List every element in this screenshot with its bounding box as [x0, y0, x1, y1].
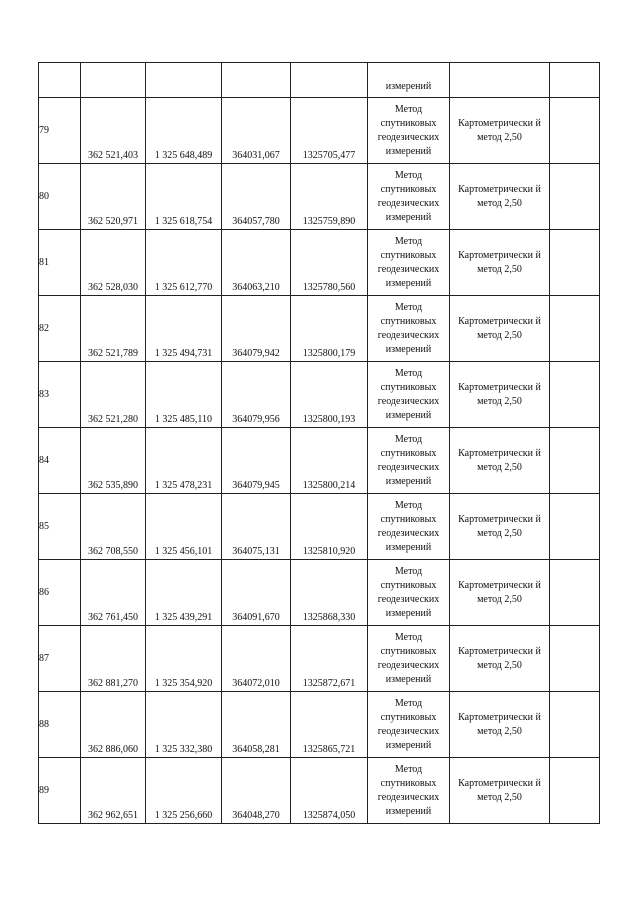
- y2-cell: 1325872,671: [291, 626, 368, 692]
- accuracy-cell: Картометрически й метод 2,50: [450, 164, 550, 230]
- y2-cell: [291, 63, 368, 98]
- table-row: [39, 98, 600, 164]
- table-row: [39, 362, 600, 428]
- method-cell: Метод спутниковых геодезических измерений: [368, 494, 450, 560]
- y-cell: 1 325 648,489: [146, 98, 222, 164]
- x2-cell: 364072,010: [222, 626, 291, 692]
- x2-cell: 364075,131: [222, 494, 291, 560]
- x-cell: 362 521,280: [81, 362, 146, 428]
- y2-cell: 1325868,330: [291, 560, 368, 626]
- y2-cell: 1325865,721: [291, 692, 368, 758]
- y2-cell: 1325800,214: [291, 428, 368, 494]
- x2-cell: 364048,270: [222, 758, 291, 824]
- accuracy-cell: Картометрически й метод 2,50: [450, 98, 550, 164]
- y-cell: 1 325 612,770: [146, 230, 222, 296]
- method-cell: Метод спутниковых геодезических измерений: [368, 164, 450, 230]
- method-cell: Метод спутниковых геодезических измерений: [368, 296, 450, 362]
- table-row: [39, 230, 600, 296]
- y-cell: [146, 63, 222, 98]
- y-cell: 1 325 256,660: [146, 758, 222, 824]
- y2-cell: 1325800,179: [291, 296, 368, 362]
- accuracy-cell: Картометрически й метод 2,50: [450, 362, 550, 428]
- point-number-cell: 88: [39, 692, 81, 758]
- table-row: [39, 63, 600, 98]
- empty-cell: [550, 230, 600, 296]
- method-cell: Метод спутниковых геодезических измерений: [368, 560, 450, 626]
- empty-cell: [550, 758, 600, 824]
- method-cell: Метод спутниковых геодезических измерений: [368, 428, 450, 494]
- x2-cell: 364079,956: [222, 362, 291, 428]
- y2-cell: 1325780,560: [291, 230, 368, 296]
- empty-cell: [550, 626, 600, 692]
- y-cell: 1 325 494,731: [146, 296, 222, 362]
- table-row: [39, 692, 600, 758]
- table-row: [39, 296, 600, 362]
- x-cell: 362 535,890: [81, 428, 146, 494]
- y-cell: 1 325 618,754: [146, 164, 222, 230]
- table-row: [39, 560, 600, 626]
- method-cell: Метод спутниковых геодезических измерений: [368, 758, 450, 824]
- y2-cell: 1325759,890: [291, 164, 368, 230]
- table-row: [39, 164, 600, 230]
- empty-cell: [550, 560, 600, 626]
- point-number-cell: 79: [39, 98, 81, 164]
- x-cell: 362 881,270: [81, 626, 146, 692]
- empty-cell: [550, 296, 600, 362]
- table-row: [39, 494, 600, 560]
- point-number-cell: 87: [39, 626, 81, 692]
- point-number-cell: 82: [39, 296, 81, 362]
- x-cell: 362 521,789: [81, 296, 146, 362]
- accuracy-cell: Картометрически й метод 2,50: [450, 758, 550, 824]
- y-cell: 1 325 456,101: [146, 494, 222, 560]
- x2-cell: [222, 63, 291, 98]
- y2-cell: 1325874,050: [291, 758, 368, 824]
- x-cell: 362 708,550: [81, 494, 146, 560]
- empty-cell: [550, 164, 600, 230]
- accuracy-cell: Картометрически й метод 2,50: [450, 296, 550, 362]
- method-cell: Метод спутниковых геодезических измерений: [368, 98, 450, 164]
- point-number-cell: 89: [39, 758, 81, 824]
- x-cell: 362 521,403: [81, 98, 146, 164]
- accuracy-cell: Картометрически й метод 2,50: [450, 494, 550, 560]
- x-cell: [81, 63, 146, 98]
- accuracy-cell: Картометрически й метод 2,50: [450, 692, 550, 758]
- x-cell: 362 962,651: [81, 758, 146, 824]
- empty-cell: [550, 98, 600, 164]
- point-number-cell: 81: [39, 230, 81, 296]
- y-cell: 1 325 478,231: [146, 428, 222, 494]
- table-row: [39, 428, 600, 494]
- point-number-cell: 86: [39, 560, 81, 626]
- y-cell: 1 325 332,380: [146, 692, 222, 758]
- y2-cell: 1325705,477: [291, 98, 368, 164]
- y2-cell: 1325800,193: [291, 362, 368, 428]
- x2-cell: 364058,281: [222, 692, 291, 758]
- x-cell: 362 886,060: [81, 692, 146, 758]
- method-cell: измерений: [368, 63, 450, 98]
- method-cell: Метод спутниковых геодезических измерений: [368, 692, 450, 758]
- point-number-cell: 80: [39, 164, 81, 230]
- empty-cell: [550, 63, 600, 98]
- empty-cell: [550, 692, 600, 758]
- point-number-cell: 85: [39, 494, 81, 560]
- table-row: [39, 758, 600, 824]
- accuracy-cell: [450, 63, 550, 98]
- x-cell: 362 761,450: [81, 560, 146, 626]
- point-number-cell: 84: [39, 428, 81, 494]
- empty-cell: [550, 494, 600, 560]
- coordinates-table: [38, 62, 600, 824]
- point-number-cell: 83: [39, 362, 81, 428]
- accuracy-cell: Картометрически й метод 2,50: [450, 230, 550, 296]
- accuracy-cell: Картометрически й метод 2,50: [450, 626, 550, 692]
- empty-cell: [550, 428, 600, 494]
- empty-cell: [550, 362, 600, 428]
- method-cell: Метод спутниковых геодезических измерений: [368, 230, 450, 296]
- x2-cell: 364031,067: [222, 98, 291, 164]
- method-cell: Метод спутниковых геодезических измерений: [368, 626, 450, 692]
- table-row: [39, 626, 600, 692]
- y-cell: 1 325 439,291: [146, 560, 222, 626]
- x2-cell: 364063,210: [222, 230, 291, 296]
- y-cell: 1 325 485,110: [146, 362, 222, 428]
- x-cell: 362 528,030: [81, 230, 146, 296]
- accuracy-cell: Картометрически й метод 2,50: [450, 560, 550, 626]
- x2-cell: 364091,670: [222, 560, 291, 626]
- point-number-cell: [39, 63, 81, 98]
- y2-cell: 1325810,920: [291, 494, 368, 560]
- method-cell: Метод спутниковых геодезических измерений: [368, 362, 450, 428]
- x2-cell: 364057,780: [222, 164, 291, 230]
- accuracy-cell: Картометрически й метод 2,50: [450, 428, 550, 494]
- x-cell: 362 520,971: [81, 164, 146, 230]
- x2-cell: 364079,942: [222, 296, 291, 362]
- x2-cell: 364079,945: [222, 428, 291, 494]
- y-cell: 1 325 354,920: [146, 626, 222, 692]
